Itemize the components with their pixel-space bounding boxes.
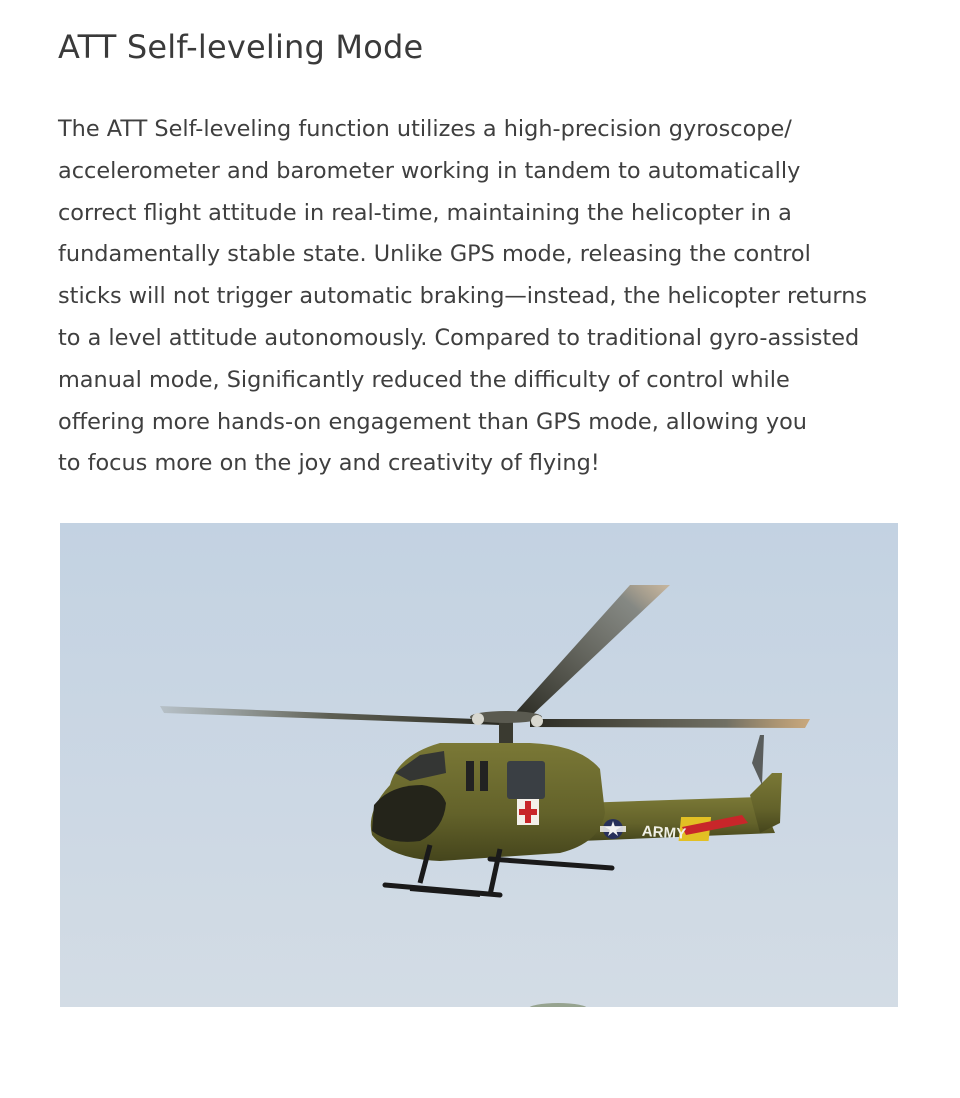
paragraph-line: to focus more on the joy and creativity of flying! [58,450,600,477]
helicopter-illustration [60,523,898,1007]
description-paragraph [58,109,938,485]
rotor-hub-left [472,713,484,725]
paragraph-line: to a level attitude autonomously. Compared to traditional gyro-assisted [58,324,860,351]
paragraph-line: sticks will not trigger automatic braking—instead, the helicopter returns [58,283,868,310]
paragraph-line: manual mode, Significantly reduced the difficulty of control while [58,366,790,393]
cabin-window [507,761,545,799]
red-cross-h [519,809,537,815]
rotor-hub-right [531,715,543,727]
paragraph-line: accelerometer and barometer working in tandem to automatically [58,157,801,184]
section-title: ATT Self-leveling Mode [58,28,424,66]
paragraph-line: The ATT Self-leveling function utilizes a high-precision gyroscope/ [58,116,792,142]
helicopter-photo [60,523,898,1007]
rotor-mast [499,719,513,747]
paragraph-line: correct flight attitude in real-time, maintaining the helicopter in a [58,199,792,226]
side-window-2 [480,761,488,791]
side-window [466,761,474,791]
rotor-blade-right [530,719,810,728]
fuselage-marking: ARMY [641,822,687,843]
paragraph-line: offering more hands-on engagement than GPS mode, allowing you [58,408,807,435]
paragraph-line: fundamentally stable state. Unlike GPS mode, releasing the control [58,241,811,268]
